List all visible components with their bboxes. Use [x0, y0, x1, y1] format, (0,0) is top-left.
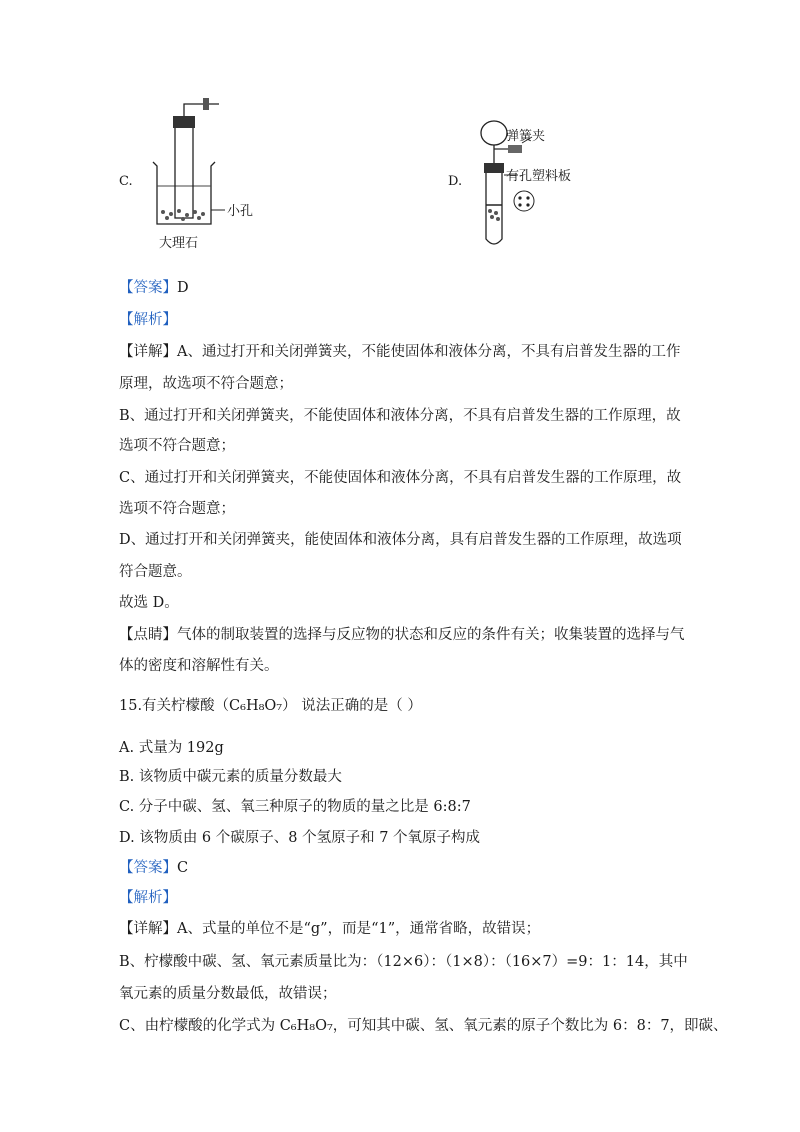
q15-option: D. 该物质由 6 个碳原子、8 个氢原子和 7 个氧原子构成 [119, 830, 481, 846]
q14-analysis-tag: 【解析】 [119, 312, 177, 328]
q14-answer [119, 279, 189, 297]
figure-d-label: D. [448, 174, 463, 189]
answer-value: C [177, 860, 189, 876]
q14-line: 符合题意。 [119, 564, 192, 580]
q14-line: 原理，故选项不符合题意； [119, 376, 293, 392]
hole-label: 小孔 [227, 204, 254, 219]
q14-detail-line [119, 343, 680, 361]
q15-line: B、柠檬酸中碳、氢、氧元素质量比为：（12×6）：（1×8）：（16×7）=9：1：14，其中 [119, 954, 688, 970]
apparatus-c-drawing [119, 90, 279, 250]
figure-c-label: C. [119, 174, 133, 189]
q15-detail-line [119, 920, 540, 938]
q14-comment [119, 626, 685, 644]
answer-value: D [177, 280, 189, 296]
marble-label: 大理石 [159, 236, 199, 251]
clamp-label: 弹簧夹 [506, 129, 546, 144]
detail-tag: 【详解】 [119, 344, 177, 360]
q14-line: D、通过打开和关闭弹簧夹，能使固体和液体分离，具有启普发生器的工作原理，故选项 [119, 532, 682, 548]
q15-line: 氧元素的质量分数最低，故错误； [119, 986, 337, 1002]
q14-line: 选项不符合题意； [119, 501, 235, 517]
comment-tag: 【点睛】 [119, 627, 177, 643]
q14-line: C、通过打开和关闭弹簧夹，不能使固体和液体分离，不具有启普发生器的工作原理，故 [119, 470, 682, 486]
detail-text: A、式量的单位不是“g”，而是“1”，通常省略，故错误； [177, 921, 541, 937]
detail-text: A、通过打开和关闭弹簧夹，不能使固体和液体分离，不具有启普发生器的工作 [177, 344, 681, 360]
q15-stem: 15.有关柠檬酸（C₆H₈O₇） 说法正确的是（ ） [119, 698, 422, 714]
q14-line: B、通过打开和关闭弹簧夹，不能使固体和液体分离，不具有启普发生器的工作原理，故 [119, 408, 681, 424]
q15-option: C. 分子中碳、氢、氧三种原子的物质的量之比是 6:8:7 [119, 799, 471, 815]
q15-option: A. 式量为 192g [119, 740, 224, 756]
figure-c [119, 90, 279, 250]
q15-answer [119, 859, 188, 877]
answer-tag: 【答案】 [119, 860, 177, 876]
q15-line: C、由柠檬酸的化学式为 C₆H₈O₇，可知其中碳、氢、氧元素的原子个数比为 6：8：7，即碳、 [119, 1018, 728, 1034]
answer-tag: 【答案】 [119, 280, 177, 296]
q14-line: 选项不符合题意； [119, 438, 235, 454]
plate-label: 有孔塑料板 [506, 169, 572, 184]
q14-comment-line: 体的密度和溶解性有关。 [119, 658, 279, 674]
comment-text: 气体的制取装置的选择与反应物的状态和反应的条件有关；收集装置的选择与气 [177, 627, 685, 643]
q15-option: B. 该物质中碳元素的质量分数最大 [119, 769, 342, 785]
q14-line: 故选 D。 [119, 595, 179, 611]
figure-d [448, 115, 608, 255]
q15-analysis-tag: 【解析】 [119, 890, 177, 906]
detail-tag: 【详解】 [119, 921, 177, 937]
